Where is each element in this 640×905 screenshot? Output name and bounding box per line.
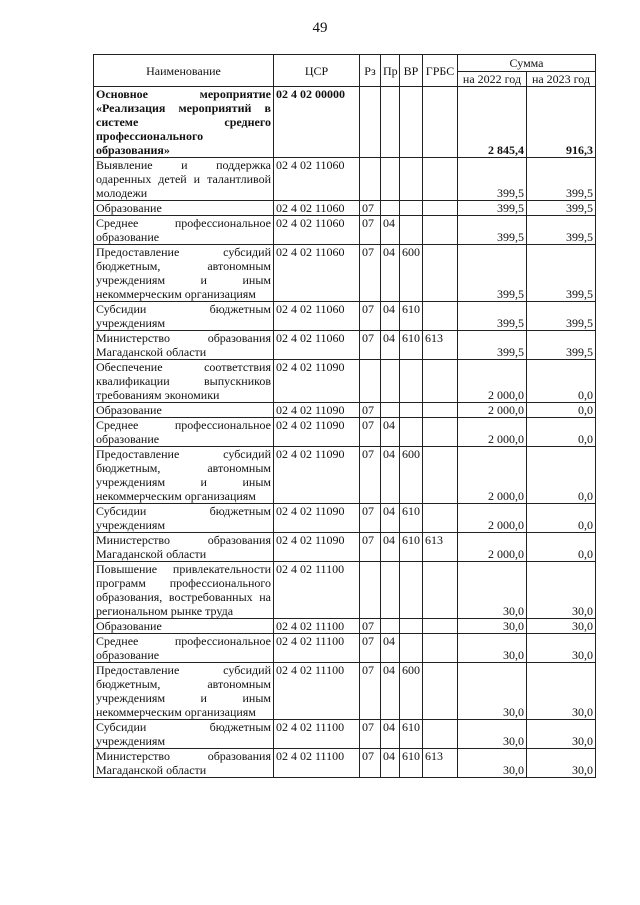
row-sum-2022: 2 000,0 [458, 504, 527, 533]
row-sum-2022: 399,5 [458, 245, 527, 302]
row-sum-2023: 0,0 [527, 360, 596, 403]
table-row [94, 533, 596, 562]
row-vr [400, 403, 423, 418]
row-sum-2022: 2 000,0 [458, 447, 527, 504]
row-csr: 02 4 02 11090 [274, 403, 360, 418]
row-grbs [423, 360, 458, 403]
row-sum-2022: 30,0 [458, 663, 527, 720]
row-name: Субсидии бюджетным учреждениям [94, 302, 274, 331]
row-rz [360, 158, 381, 201]
table-row [94, 245, 596, 302]
row-csr: 02 4 02 11100 [274, 619, 360, 634]
row-pr: 04 [381, 663, 400, 720]
header-rz: Рз [360, 55, 381, 87]
row-vr: 610 [400, 720, 423, 749]
row-vr [400, 418, 423, 447]
row-sum-2023: 0,0 [527, 504, 596, 533]
row-sum-2022: 30,0 [458, 720, 527, 749]
row-name: Министерство образования Магаданской области [94, 533, 274, 562]
row-pr [381, 619, 400, 634]
row-rz: 07 [360, 619, 381, 634]
row-csr: 02 4 02 11100 [274, 634, 360, 663]
row-sum-2022: 2 000,0 [458, 403, 527, 418]
row-name: Среднее профессиональное образование [94, 634, 274, 663]
table-row [94, 619, 596, 634]
row-sum-2023: 30,0 [527, 619, 596, 634]
row-name: Обеспечение соответствия квалификации выпускников требованиям экономики [94, 360, 274, 403]
table-row [94, 403, 596, 418]
table-row [94, 720, 596, 749]
row-grbs [423, 663, 458, 720]
row-vr: 600 [400, 663, 423, 720]
row-sum-2022: 399,5 [458, 302, 527, 331]
row-sum-2023: 30,0 [527, 634, 596, 663]
row-sum-2022: 399,5 [458, 158, 527, 201]
row-vr: 600 [400, 245, 423, 302]
row-grbs: 613 [423, 749, 458, 778]
row-name: Предоставление субсидий бюджетным, автономным учреждениям и иным некоммерческим организациям [94, 245, 274, 302]
row-name: Министерство образования Магаданской области [94, 331, 274, 360]
row-pr [381, 158, 400, 201]
table-row [94, 302, 596, 331]
page-number: 49 [312, 20, 328, 36]
row-rz: 07 [360, 720, 381, 749]
row-sum-2022: 399,5 [458, 201, 527, 216]
row-rz: 07 [360, 201, 381, 216]
row-rz: 07 [360, 302, 381, 331]
row-sum-2022: 399,5 [458, 216, 527, 245]
row-pr: 04 [381, 634, 400, 663]
row-sum-2022: 2 000,0 [458, 360, 527, 403]
row-grbs [423, 201, 458, 216]
row-grbs [423, 634, 458, 663]
row-grbs: 613 [423, 533, 458, 562]
row-vr [400, 158, 423, 201]
row-csr: 02 4 02 11090 [274, 360, 360, 403]
table-row [94, 663, 596, 720]
row-csr: 02 4 02 11100 [274, 720, 360, 749]
row-sum-2022: 30,0 [458, 634, 527, 663]
row-csr: 02 4 02 11100 [274, 562, 360, 619]
row-csr: 02 4 02 11090 [274, 418, 360, 447]
row-name: Среднее профессиональное образование [94, 216, 274, 245]
row-name: Выявление и поддержка одаренных детей и талантливой молодежи [94, 158, 274, 201]
table-row [94, 201, 596, 216]
row-pr [381, 562, 400, 619]
row-name: Министерство образования Магаданской области [94, 749, 274, 778]
row-rz: 07 [360, 403, 381, 418]
header-pr: Пр [381, 55, 400, 87]
row-sum-2023: 399,5 [527, 158, 596, 201]
table-row [94, 749, 596, 778]
row-csr: 02 4 02 11060 [274, 331, 360, 360]
row-vr: 610 [400, 749, 423, 778]
row-sum-2023: 0,0 [527, 447, 596, 504]
row-sum-2022: 2 845,4 [458, 87, 527, 158]
row-vr: 610 [400, 533, 423, 562]
row-pr [381, 360, 400, 403]
row-name: Образование [94, 619, 274, 634]
header-year-2022: на 2022 год [458, 72, 527, 87]
row-name: Образование [94, 201, 274, 216]
row-rz [360, 562, 381, 619]
row-vr: 610 [400, 504, 423, 533]
row-grbs [423, 562, 458, 619]
row-sum-2023: 399,5 [527, 216, 596, 245]
row-vr [400, 360, 423, 403]
row-sum-2022: 30,0 [458, 619, 527, 634]
row-pr: 04 [381, 216, 400, 245]
row-grbs [423, 619, 458, 634]
row-sum-2023: 30,0 [527, 720, 596, 749]
row-pr: 04 [381, 302, 400, 331]
row-csr: 02 4 02 11090 [274, 504, 360, 533]
row-csr: 02 4 02 11100 [274, 663, 360, 720]
table-row [94, 158, 596, 201]
row-sum-2023: 0,0 [527, 533, 596, 562]
row-pr: 04 [381, 533, 400, 562]
row-pr: 04 [381, 331, 400, 360]
table-row [94, 418, 596, 447]
row-name: Среднее профессиональное образование [94, 418, 274, 447]
header-csr: ЦСР [274, 55, 360, 87]
row-csr: 02 4 02 11090 [274, 447, 360, 504]
row-grbs [423, 216, 458, 245]
row-rz: 07 [360, 447, 381, 504]
row-grbs [423, 504, 458, 533]
row-csr: 02 4 02 11060 [274, 158, 360, 201]
row-pr: 04 [381, 720, 400, 749]
row-sum-2023: 399,5 [527, 201, 596, 216]
row-vr [400, 216, 423, 245]
table-row [94, 634, 596, 663]
row-rz: 07 [360, 504, 381, 533]
row-pr [381, 87, 400, 158]
table-body [94, 87, 596, 778]
row-pr: 04 [381, 418, 400, 447]
row-name: Предоставление субсидий бюджетным, автономным учреждениям и иным некоммерческим организациям [94, 447, 274, 504]
row-rz: 07 [360, 331, 381, 360]
header-vr: ВР [400, 55, 423, 87]
row-sum-2022: 30,0 [458, 749, 527, 778]
row-pr [381, 201, 400, 216]
row-sum-2022: 2 000,0 [458, 533, 527, 562]
table-row [94, 562, 596, 619]
row-sum-2023: 30,0 [527, 663, 596, 720]
row-sum-2023: 399,5 [527, 302, 596, 331]
row-grbs: 613 [423, 331, 458, 360]
row-csr: 02 4 02 11060 [274, 201, 360, 216]
row-pr: 04 [381, 447, 400, 504]
header-name: Наименование [94, 55, 274, 87]
row-rz: 07 [360, 533, 381, 562]
row-csr: 02 4 02 11100 [274, 749, 360, 778]
row-sum-2022: 30,0 [458, 562, 527, 619]
row-rz: 07 [360, 245, 381, 302]
header-grbs: ГРБС [423, 55, 458, 87]
row-rz: 07 [360, 663, 381, 720]
row-csr: 02 4 02 00000 [274, 87, 360, 158]
table-row [94, 447, 596, 504]
row-grbs [423, 158, 458, 201]
row-csr: 02 4 02 11060 [274, 245, 360, 302]
row-vr [400, 562, 423, 619]
row-name: Образование [94, 403, 274, 418]
row-grbs [423, 403, 458, 418]
row-vr [400, 201, 423, 216]
row-sum-2023: 399,5 [527, 331, 596, 360]
row-sum-2023: 0,0 [527, 403, 596, 418]
table-row [94, 504, 596, 533]
row-name: Основное мероприятие «Реализация мероприятий в системе среднего профессионального образования» [94, 87, 274, 158]
row-sum-2023: 0,0 [527, 418, 596, 447]
row-pr: 04 [381, 245, 400, 302]
row-sum-2022: 399,5 [458, 331, 527, 360]
row-rz: 07 [360, 749, 381, 778]
row-sum-2022: 2 000,0 [458, 418, 527, 447]
row-name: Предоставление субсидий бюджетным, автономным учреждениям и иным некоммерческим организациям [94, 663, 274, 720]
row-sum-2023: 399,5 [527, 245, 596, 302]
row-pr: 04 [381, 749, 400, 778]
row-csr: 02 4 02 11090 [274, 533, 360, 562]
header-sum: Сумма [458, 55, 596, 72]
row-grbs [423, 720, 458, 749]
row-name: Субсидии бюджетным учреждениям [94, 720, 274, 749]
row-rz: 07 [360, 216, 381, 245]
row-rz [360, 87, 381, 158]
row-rz: 07 [360, 418, 381, 447]
row-vr [400, 619, 423, 634]
table-row [94, 216, 596, 245]
row-grbs [423, 302, 458, 331]
row-vr [400, 634, 423, 663]
row-sum-2023: 30,0 [527, 562, 596, 619]
row-vr: 600 [400, 447, 423, 504]
row-pr [381, 403, 400, 418]
row-rz [360, 360, 381, 403]
row-sum-2023: 30,0 [527, 749, 596, 778]
row-grbs [423, 418, 458, 447]
row-grbs [423, 245, 458, 302]
table-row [94, 360, 596, 403]
table-row [94, 331, 596, 360]
row-vr: 610 [400, 331, 423, 360]
row-pr: 04 [381, 504, 400, 533]
row-csr: 02 4 02 11060 [274, 302, 360, 331]
table-row [94, 87, 596, 158]
row-vr: 610 [400, 302, 423, 331]
row-sum-2023: 916,3 [527, 87, 596, 158]
row-grbs [423, 447, 458, 504]
budget-table [93, 54, 596, 778]
row-vr [400, 87, 423, 158]
header-year-2023: на 2023 год [527, 72, 596, 87]
row-name: Субсидии бюджетным учреждениям [94, 504, 274, 533]
row-csr: 02 4 02 11060 [274, 216, 360, 245]
row-name: Повышение привлекательности программ профессионального образования, востребованных на региональном рынке труда [94, 562, 274, 619]
row-grbs [423, 87, 458, 158]
row-rz: 07 [360, 634, 381, 663]
